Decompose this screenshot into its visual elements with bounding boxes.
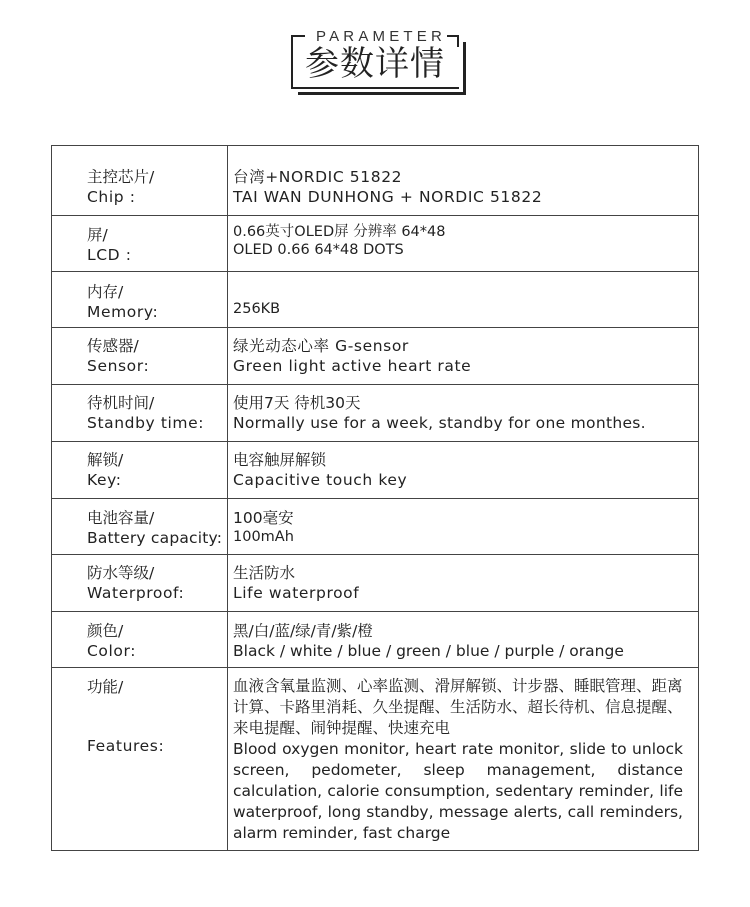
spec-label-en: Battery capacity: [87, 529, 223, 547]
title-frame-corner [457, 35, 459, 47]
spec-value-en: 256KB [233, 301, 281, 317]
spec-row-sensor [52, 327, 698, 384]
spec-row-features [52, 667, 698, 850]
spec-label-en: Color: [87, 642, 137, 660]
spec-value-cn: 使用7天 待机30天 [233, 394, 361, 412]
spec-value-cn: 0.66英寸OLED屏 分辨率 64*48 [233, 224, 446, 240]
spec-row-key [52, 441, 698, 498]
title-frame-shadow [298, 92, 466, 95]
spec-label-cn: 电池容量/ [87, 509, 155, 527]
spec-value-cn: 电容触屏解锁 [233, 451, 327, 469]
spec-label-cn: 传感器/ [87, 337, 139, 355]
spec-value-cn: 100毫安 [233, 509, 294, 527]
spec-label-en: Chip : [87, 188, 136, 206]
spec-label-cn: 解锁/ [87, 451, 124, 469]
spec-value-en: OLED 0.66 64*48 DOTS [233, 242, 404, 258]
spec-table [51, 145, 699, 851]
spec-value-en: Green light active heart rate [233, 357, 472, 375]
row-divider [52, 667, 698, 668]
spec-value-cn: 台湾+NORDIC 51822 [233, 168, 403, 186]
spec-label-en: Standby time: [87, 414, 205, 432]
row-divider [52, 554, 698, 555]
title-frame-shadow [463, 42, 466, 94]
spec-label-cn: 防水等级/ [87, 564, 155, 582]
row-divider [52, 498, 698, 499]
row-divider [52, 215, 698, 216]
spec-label-cn: 颜色/ [87, 622, 124, 640]
spec-label-cn: 主控芯片/ [87, 168, 155, 186]
spec-value-en: TAI WAN DUNHONG + NORDIC 51822 [233, 188, 543, 206]
spec-label-en: Waterproof: [87, 584, 185, 602]
spec-label-cn: 待机时间/ [87, 394, 155, 412]
spec-value-cn: 生活防水 [233, 564, 296, 582]
spec-value-en: 100mAh [233, 529, 294, 545]
spec-label-en: Memory: [87, 303, 159, 321]
spec-label-en: Key: [87, 471, 122, 489]
row-divider [52, 611, 698, 612]
row-divider [52, 271, 698, 272]
row-divider [52, 441, 698, 442]
spec-row-battery [52, 498, 698, 554]
spec-label-en: Sensor: [87, 357, 150, 375]
spec-label-en: LCD : [87, 246, 132, 264]
spec-row-lcd [52, 215, 698, 271]
spec-label-cn: 屏/ [87, 226, 108, 244]
spec-label-en: Features: [87, 737, 165, 755]
spec-row-chip [52, 146, 698, 215]
spec-value-cn: 绿光动态心率 G-sensor [233, 337, 409, 355]
spec-row-color [52, 611, 698, 667]
spec-row-waterproof [52, 554, 698, 611]
spec-value-en: Life waterproof [233, 584, 360, 602]
title-frame-corner [291, 35, 305, 37]
spec-row-standby [52, 384, 698, 441]
spec-value-en: Blood oxygen monitor, heart rate monitor, slide to unlock screen, pedometer, sleep management, distance calculation, calorie consumption, sedentary reminder, life waterproof, long standby, message alerts, call reminders, alarm reminder, fast charge [233, 740, 683, 842]
spec-value-en: Normally use for a week, standby for one monthes. [233, 414, 646, 432]
row-divider [52, 327, 698, 328]
spec-value-cn: 黑/白/蓝/绿/青/紫/橙 [233, 622, 373, 640]
spec-row-memory [52, 271, 698, 327]
page-title: 参数详情 [305, 44, 445, 84]
spec-label-cn: 功能/ [87, 678, 124, 696]
header-eyebrow: PARAMETER [316, 28, 447, 45]
row-divider [52, 384, 698, 385]
spec-value-cn: 血液含氧量监测、心率监测、滑屏解锁、计步器、睡眠管理、距离计算、卡路里消耗、久坐提醒、生活防水、超长待机、信息提醒、来电提醒、闹钟提醒、快速充电 [233, 677, 683, 737]
spec-value-en: Capacitive touch key [233, 471, 408, 489]
spec-label-cn: 内存/ [87, 283, 124, 301]
header [0, 0, 750, 110]
spec-value-en: Black / white / blue / green / blue / purple / orange [233, 642, 624, 660]
